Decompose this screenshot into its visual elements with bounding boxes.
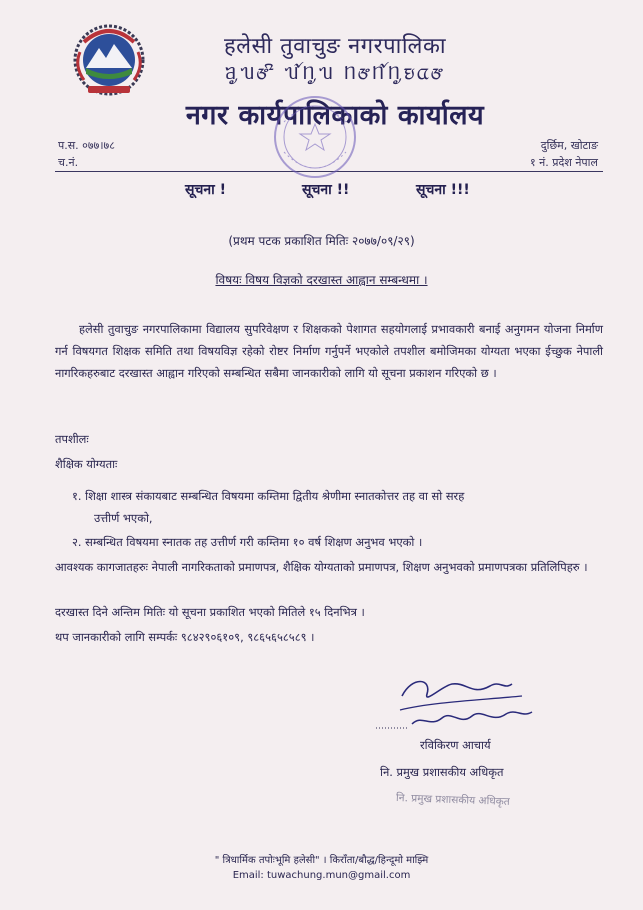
reference-block [58,137,115,171]
signatory-name: रविकिरण आचार्य [420,738,491,752]
application-deadline: दरखास्त दिने अन्तिम मितिः यो सूचना प्रकाशित भएको मितिले १५ दिनभित्र । [55,605,365,619]
required-documents: आवश्यक कागजातहरुः नेपाली नागरिकताको प्रमाणपत्र, शैक्षिक योग्यताको प्रमाणपत्र, शिक्षण अनुभवको प्रमाणपत्रका प्रतिलिपिहरु । [55,560,588,574]
office-name: नगर कार्यपालिकाको कार्यालय [185,100,485,131]
handwritten-signature [372,666,552,746]
office-seal-stamp [270,92,360,182]
publication-date: (प्रथम पटक प्रकाशित मितिः २०७७/०९/२९) [228,234,415,248]
qualification-label: शैक्षिक योग्यताः [55,457,118,471]
notice-heading-1: सूचना ! [185,182,227,198]
dispatch-number: च.नं. [58,156,79,169]
body-text: हलेसी तुवाचुङ नगरपालिकामा विद्यालय सुपरिवेक्षण र शिक्षकको पेशागत सहयोगलाई प्रभावकारी बनाई अनुगमन योजना निर्माण गर्न विषयगत शिक्षक समिति तथा विषयविज्ञ रहेको रोष्टर निर्माण गर्नुपर्ने भएकोले तपशील बमोजिमका योग्यता भएका ईच्छुक नेपाली नागरिकहरुबाट दरखास्त आह्वान गरिएको सम्बन्धित सबैमा जानकारीको लागि यो सूचना प्रकाशन गरिएको छ । [55,322,603,380]
item-continuation: उत्तीर्ण भएको, [94,511,153,525]
province-address: १ नं. प्रदेश नेपाल [529,156,598,169]
item-text: सम्बन्धित विषयमा स्नातक तह उत्तीर्ण गरी कम्तिमा १० वर्ष शिक्षण अनुभव भएको । [85,535,423,549]
qualification-item-2 [72,535,602,550]
footer-email: Email: tuwachung.mun@gmail.com [232,870,411,881]
footer-motto: " त्रिधार्मिक तपोःभूमि हलेसी" । किराँता/बौद्ध/हिन्दूमो माझ्मि [214,855,429,866]
body-paragraph [55,318,603,384]
item-text: शिक्षा शास्त्र संकायबाट सम्बन्धित विषयमा कम्तिमा द्वितीय श्रेणीमा स्नातकोत्तर तह वा सो सरह [85,489,465,503]
signatory-title: नि. प्रमुख प्रशासकीय अधिकृत [380,765,504,779]
details-label: तपशीलः [55,432,89,446]
subject-line [0,271,643,288]
address-block [530,137,598,171]
signatory-title-stamp: नि. प्रमुख प्रशासकीय अधिकृत [395,792,510,808]
municipality-name-script: ᥑᤢᥔᤅᤡ ᥔᤨᥒᤢᥔ ᥒᤅᥒᤨᥒᤢᤎᤂᤅ [225,60,445,85]
notice-heading-2: सूचना !! [302,182,350,198]
item-number: १. [72,489,82,503]
municipality-name: हलेसी तुवाचुङ नगरपालिका [223,34,447,59]
fiscal-year: प.स. ०७७।७८ [58,139,115,152]
qualification-item-1 [72,485,602,529]
nepal-emblem-logo [66,22,152,102]
notice-heading-3: सूचना !!! [416,182,470,198]
district-address: दुर्छिम, खोटाङ [540,139,598,152]
subject-text: विषयः विषय विज्ञको दरखास्त आह्वान सम्बन्धमा । [215,273,428,287]
item-number: २. [72,535,82,549]
contact-info: थप जानकारीको लागि सम्पर्कः ९८४२९०६१०९, ९८६५६५८५८९ । [55,630,315,644]
